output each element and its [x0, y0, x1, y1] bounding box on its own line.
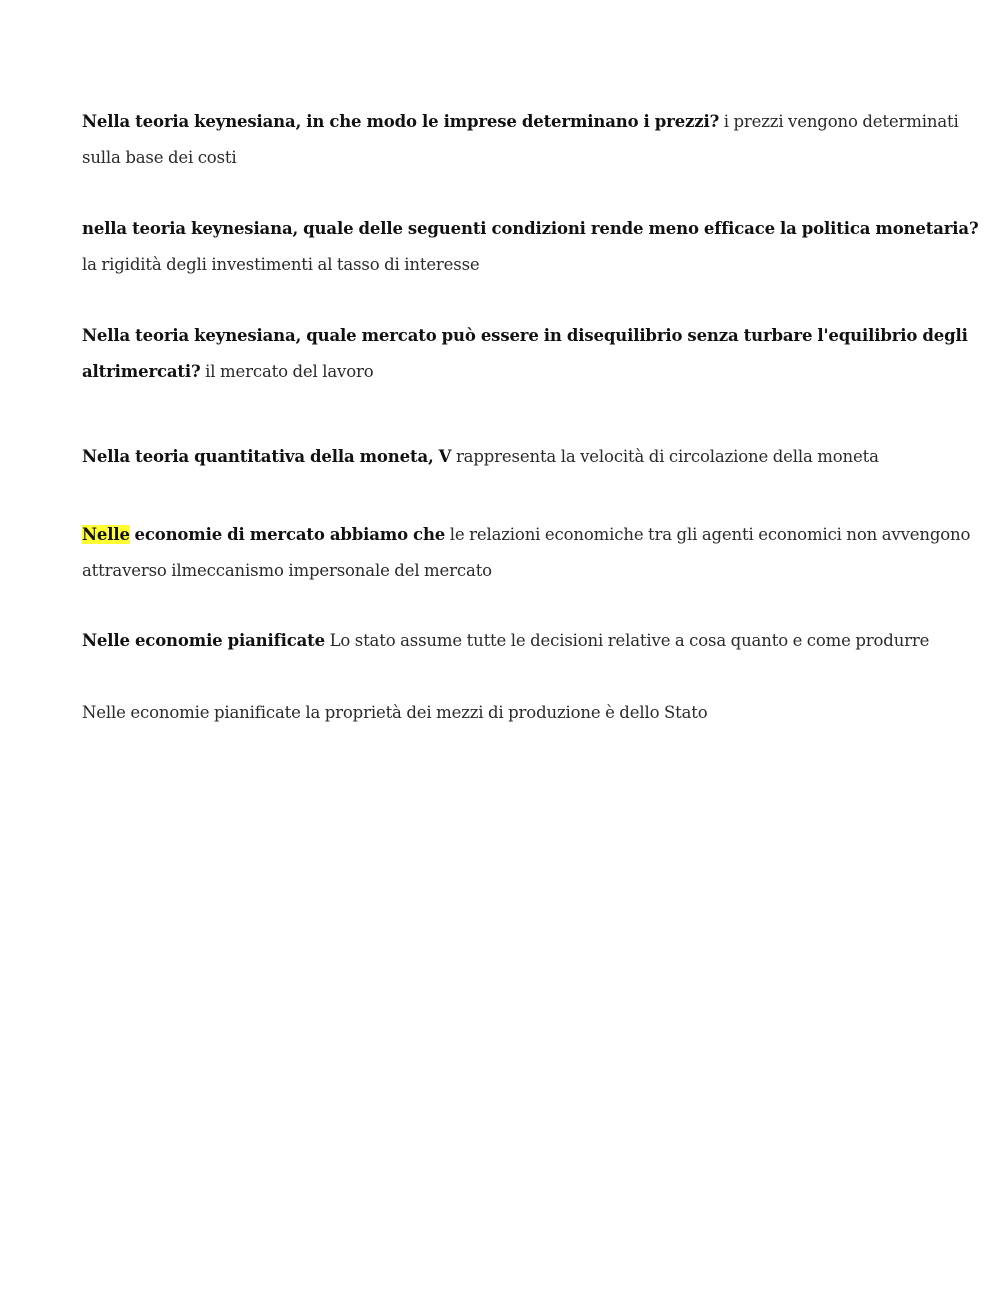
answer-text: i prezzi vengono determinati sulla base dei costi: [82, 112, 959, 167]
qa-paragraph-2: [82, 211, 982, 283]
answer-text: rappresenta la velocità di circolazione della moneta: [455, 447, 879, 466]
question-text: Nelle economie pianificate: [82, 631, 325, 650]
highlighted-word: Nelle: [82, 525, 130, 544]
answer-text: Nelle economie pianificate la proprietà dei mezzi di produzione è dello Stato: [82, 703, 708, 722]
answer-text: il mercato del lavoro: [205, 362, 374, 381]
answer-text: la rigidità degli investimenti al tasso di interesse: [82, 255, 480, 274]
question-text: Nella teoria keynesiana, in che modo le imprese determinano i prezzi?: [82, 112, 720, 131]
question-text: economie di mercato abbiamo che: [134, 525, 446, 544]
answer-text: le relazioni economiche tra gli agenti economici non avvengono attraverso ilmeccanismo impersonale del mercato: [82, 525, 971, 580]
qa-paragraph-3: [82, 318, 982, 390]
qa-paragraph-1: [82, 104, 982, 176]
question-text: Nella teoria quantitativa della moneta, V: [82, 447, 452, 466]
answer-text: Lo stato assume tutte le decisioni relative a cosa quanto e come produrre: [329, 631, 930, 650]
qa-paragraph-7: [82, 695, 982, 731]
qa-paragraph-6: [82, 623, 982, 659]
question-text: Nella teoria keynesiana, quale mercato può essere in disequilibrio senza turbare l'equilibrio degli altrimercati?: [82, 326, 968, 381]
qa-paragraph-5: [82, 517, 982, 589]
qa-paragraph-4: [82, 439, 982, 475]
question-text: nella teoria keynesiana, quale delle seguenti condizioni rende meno efficace la politica monetaria?: [82, 219, 979, 238]
